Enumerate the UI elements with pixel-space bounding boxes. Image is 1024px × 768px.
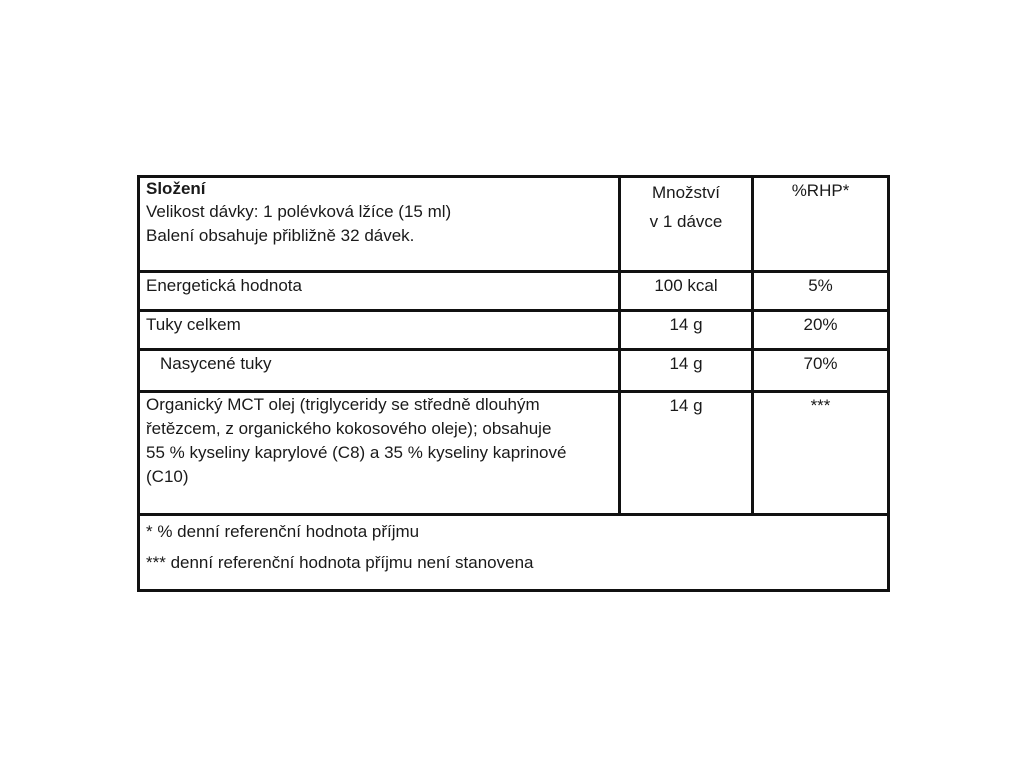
table-header-row (139, 177, 889, 272)
mct-oil-line-1: Organický MCT olej (triglyceridy se středně dlouhým (146, 394, 540, 414)
mct-oil-rhp: *** (753, 391, 889, 515)
energy-rhp: 5% (753, 272, 889, 311)
saturated-fat-rhp: 70% (753, 349, 889, 391)
saturated-fat-amount: 14 g (620, 349, 753, 391)
composition-title: Složení (146, 179, 206, 198)
serving-size-text: Velikost dávky: 1 polévková lžíce (15 ml) (146, 202, 452, 221)
footnote-rhp: * % denní referenční hodnota příjmu (146, 522, 420, 542)
footnote-row (139, 515, 889, 591)
mct-oil-line-3: 55 % kyseliny kaprylové (C8) a 35 % kyseliny kaprinové (146, 442, 567, 462)
energy-label: Energetická hodnota (139, 272, 620, 311)
total-fat-rhp: 20% (753, 310, 889, 349)
table-row (139, 310, 889, 349)
table-row (139, 391, 889, 515)
mct-oil-line-4: (C10) (146, 466, 189, 486)
mct-oil-amount: 14 g (620, 391, 753, 515)
mct-oil-line-2: řetězcem, z organického kokosového oleje); obsahuje (146, 418, 552, 438)
amount-header-line-1: Množství (651, 183, 721, 202)
package-servings-text: Balení obsahuje přibližně 32 dávek. (146, 226, 415, 245)
footnote-cell (139, 515, 889, 591)
energy-amount: 100 kcal (620, 272, 753, 311)
total-fat-amount: 14 g (620, 310, 753, 349)
mct-oil-label (139, 391, 620, 515)
nutrition-table (137, 175, 890, 592)
saturated-fat-label: Nasycené tuky (160, 353, 272, 373)
composition-header-cell (139, 177, 620, 272)
table-row (139, 349, 889, 391)
amount-header-cell (620, 177, 753, 272)
rhp-header-cell: %RHP* (753, 177, 889, 272)
saturated-fat-cell (139, 349, 620, 391)
amount-header-line-2: v 1 dávce (649, 212, 723, 231)
footnote-not-set: *** denní referenční hodnota příjmu není stanovena (146, 553, 534, 573)
total-fat-label: Tuky celkem (139, 310, 620, 349)
table-row (139, 272, 889, 311)
